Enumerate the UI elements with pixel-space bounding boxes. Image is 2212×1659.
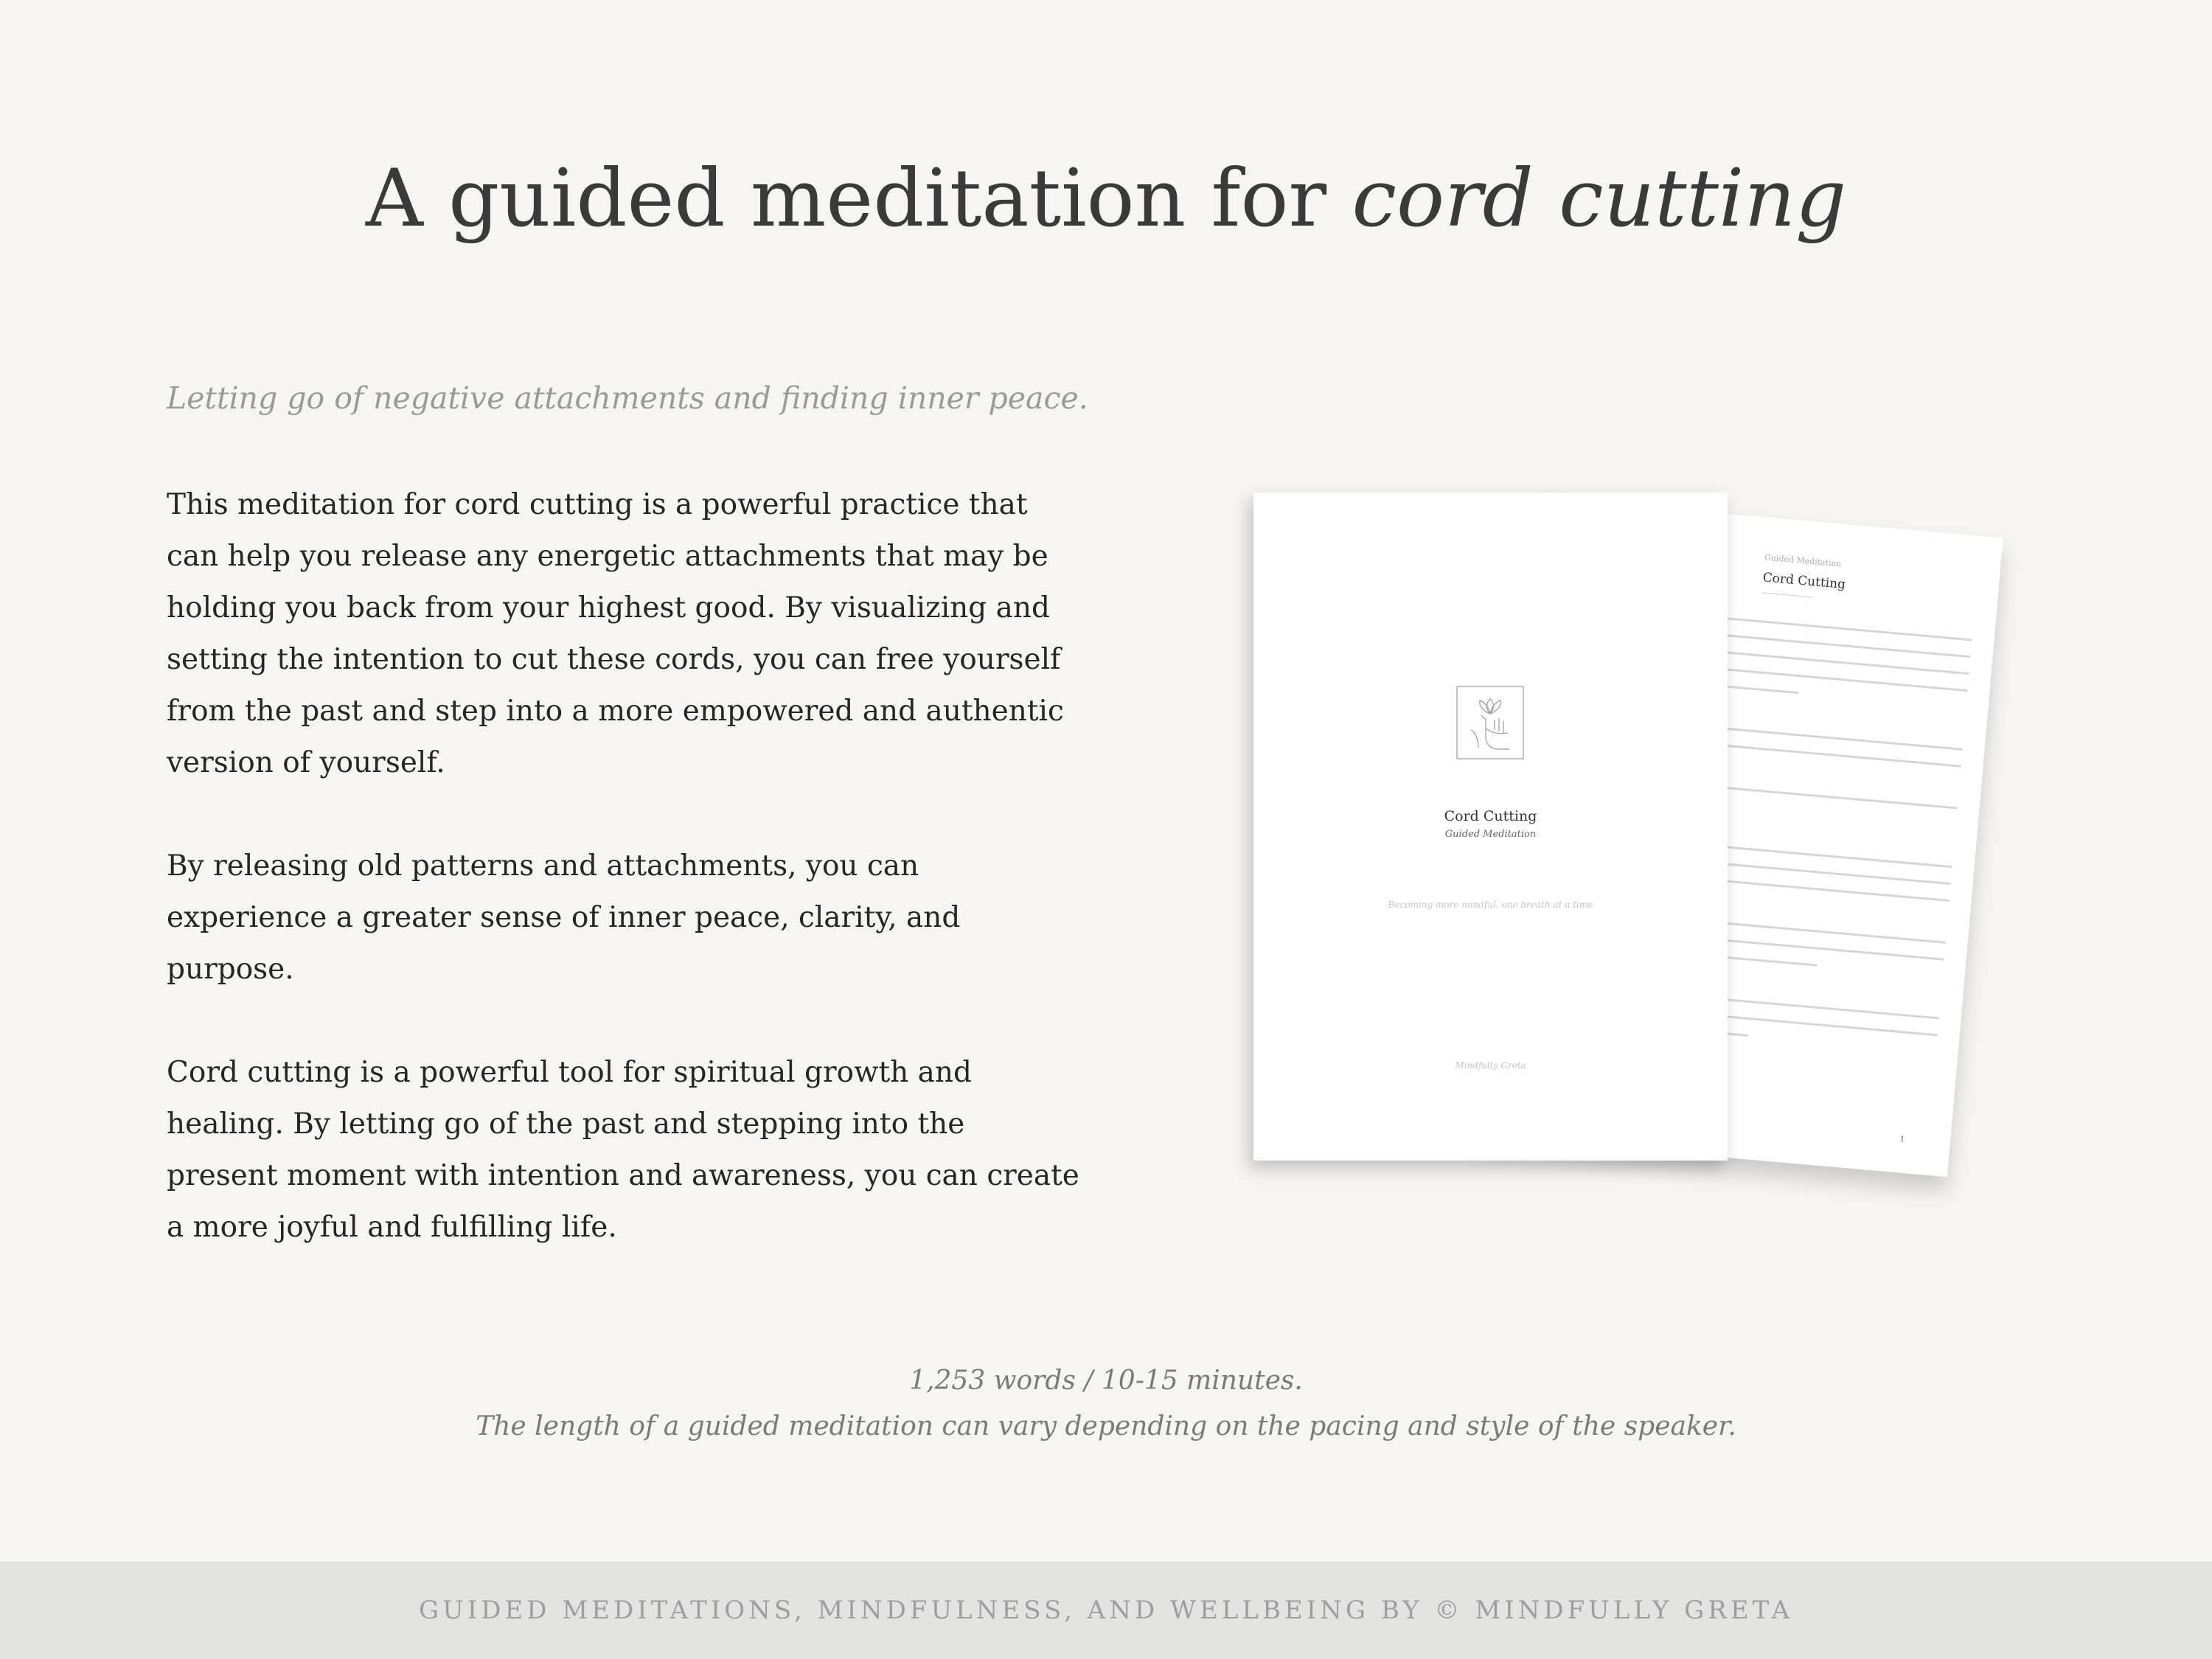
cover-author: Mindfully Greta — [1455, 1060, 1526, 1071]
footer-bar — [0, 1562, 2212, 1659]
footer-text: GUIDED MEDITATIONS, MINDFULNESS, AND WELLBEING BY © MINDFULLY GRETA — [418, 1596, 1794, 1625]
inner-page-header: Guided Meditation — [1764, 552, 1842, 569]
lotus-hand-icon — [1456, 686, 1524, 759]
page-title — [0, 151, 2212, 247]
length-note: The length of a guided meditation can vary depending on the pacing and style of the speaker. — [476, 1411, 1736, 1441]
cover-subtitle: Guided Meditation — [1444, 829, 1537, 840]
page-subtitle: Letting go of negative attachments and finding inner peace. — [167, 380, 1088, 416]
inner-page-title: Cord Cutting — [1761, 570, 1846, 593]
description — [167, 479, 1081, 1305]
document-cover — [1253, 493, 1728, 1161]
description-paragraph-3: Cord cutting is a powerful tool for spiritual growth and healing. By letting go of the past and stepping into the present moment with intention and awareness, you can create a more joyful and fulfilling life. — [167, 1056, 1079, 1244]
meditation-stats — [0, 1358, 2212, 1450]
description-paragraph-2: By releasing old patterns and attachments, you can experience a greater sense of inner peace, clarity, and purpose. — [167, 849, 961, 986]
inner-page-divider — [1761, 592, 1813, 597]
inner-page-number: 1 — [1899, 1135, 1905, 1144]
word-count: 1,253 words / 10-15 minutes. — [909, 1366, 1303, 1396]
cover-title: Cord Cutting — [1444, 808, 1537, 824]
description-paragraph-1: This meditation for cord cutting is a powerful practice that can help you release any energetic attachments that may be holding you back from your highest good. By visualizing and setting the intention to cut these cords, you can free yourself from the past and step into a more empowered and authentic version of yourself. — [167, 488, 1064, 779]
title-emphasis: cord cutting — [1352, 153, 1847, 245]
cover-tagline: Becoming more mindful, one breath at a time — [1388, 900, 1593, 910]
title-prefix: A guided meditation for — [365, 153, 1352, 245]
